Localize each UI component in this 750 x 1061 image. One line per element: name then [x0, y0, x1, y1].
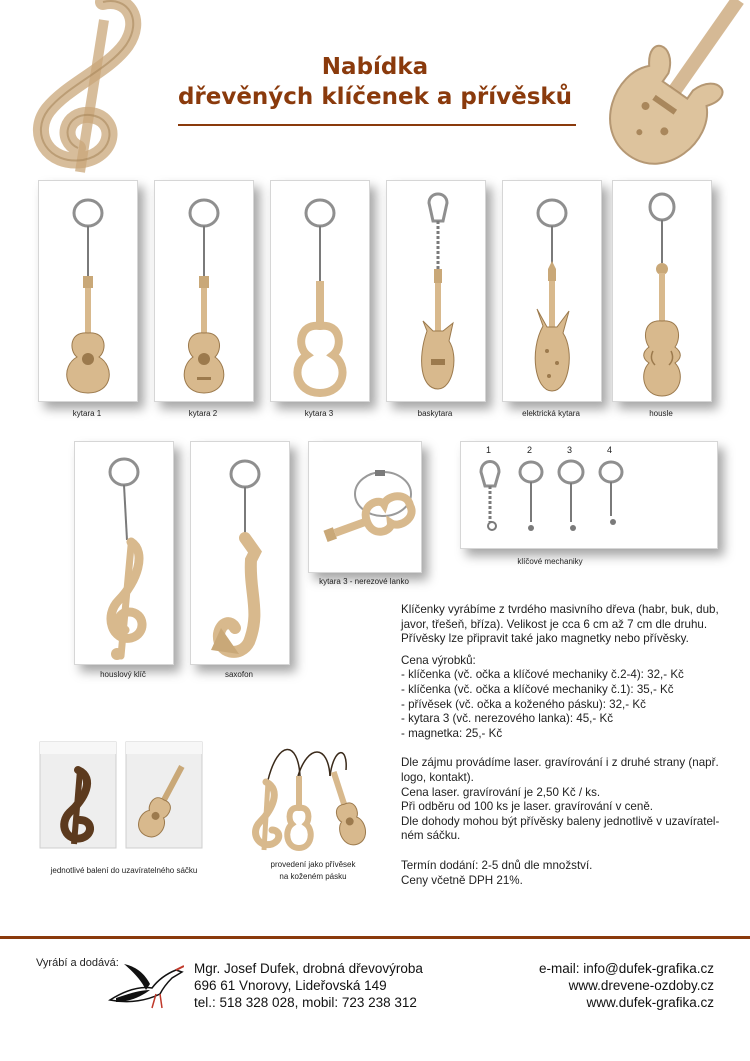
violin-keychain-icon	[613, 181, 711, 401]
price-line: - klíčenka (vč. očka a klíčové mechaniky č.2-4): 32,- Kč	[401, 668, 684, 682]
price-heading: Cena výrobků:	[401, 653, 476, 667]
guitar-outline-keychain-icon	[271, 181, 369, 401]
price-line: - klíčenka (vč. očka a klíčové mechaniky č.1): 35,- Kč	[401, 682, 674, 696]
saxophone-keychain-icon	[191, 442, 289, 664]
bagged-treble-clef-icon	[38, 740, 118, 850]
treble-clef-keychain-icon	[75, 442, 173, 664]
title-divider	[178, 124, 576, 126]
product-card-saxofon[interactable]	[190, 441, 290, 665]
price-line: - kytara 3 (vč. nerezového lanka): 45,- Kč	[401, 712, 613, 726]
mechanism-number-4: 4	[607, 445, 613, 455]
caption-kytara-2: kytara 2	[188, 409, 218, 418]
electric-guitar-watermark-icon	[600, 0, 750, 175]
electric-guitar-keychain-icon	[503, 181, 601, 401]
product-card-housle[interactable]	[612, 180, 712, 402]
caption-elektricka-kytara: elektrická kytara	[522, 409, 580, 418]
caption-kytara-3: kytara 3	[304, 409, 334, 418]
price-line: - přívěsek (vč. očka a koženého pásku): 32,- Kč	[401, 697, 646, 711]
product-card-houslovy-klic[interactable]	[74, 441, 174, 665]
terms-line: Termín dodání: 2-5 dnů dle množství.	[401, 858, 593, 872]
address-line: 696 61 Vnorovy, Lideřovská 149	[194, 978, 387, 993]
intro-line: javor, třešeň, bříza). Velikost je cca 6 cm až 7 cm dle druhu.	[401, 617, 708, 631]
stork-logo-icon	[106, 960, 184, 1010]
price-line: - magnetka: 25,- Kč	[401, 726, 503, 740]
caption-single-packaging: jednotlivé balení do uzavíratelného sáčku	[50, 866, 198, 875]
caption-baskytara: baskytara	[417, 409, 453, 418]
bass-guitar-keychain-icon	[387, 181, 485, 401]
product-card-kytara-3-nerezove-lanko[interactable]	[308, 441, 422, 573]
key-mechanisms-icon	[461, 442, 717, 548]
acoustic-guitar-keychain-icon	[39, 181, 137, 401]
footer-address	[194, 960, 423, 1011]
product-card-kytara-2[interactable]	[154, 180, 254, 402]
caption-housle: housle	[649, 409, 673, 418]
footer-label: Vyrábí a dodává:	[36, 957, 119, 969]
caption-saxofon: saxofon	[224, 670, 254, 679]
key-mechanisms-card[interactable]	[460, 441, 718, 549]
footer-contacts	[460, 960, 714, 1011]
website-link[interactable]: www.drevene-ozdoby.cz	[568, 978, 714, 993]
engraving-line: Dle zájmu provádíme laser. gravírování i z druhé strany (např.	[401, 756, 719, 770]
caption-key-mechanisms: klíčové mechaniky	[517, 557, 583, 566]
caption-kytara-3-nerezove-lanko: kytara 3 - nerezové lanko	[319, 577, 409, 586]
engraving-line: Cena laser. gravírování je 2,50 Kč / ks.	[401, 785, 601, 799]
website-link[interactable]: www.dufek-grafika.cz	[586, 995, 714, 1010]
product-description	[401, 603, 731, 888]
mechanism-number-2: 2	[527, 445, 533, 455]
engraving-line: Při odběru od 100 ks je laser. gravírování v ceně.	[401, 800, 653, 814]
caption-pendant-line2: na koženém pásku	[279, 872, 347, 881]
mechanism-number-3: 3	[567, 445, 573, 455]
acoustic-guitar-keychain-icon	[155, 181, 253, 401]
bagged-guitar-icon	[124, 740, 204, 850]
page-title-line2: dřevěných klíčenek a přívěsků	[177, 84, 573, 110]
address-line: tel.: 518 328 028, mobil: 723 238 312	[194, 995, 417, 1010]
intro-line: Přívěsky lze připravit také jako magnetky nebo přívěsky.	[401, 632, 689, 646]
product-card-kytara-3[interactable]	[270, 180, 370, 402]
guitar-wire-ring-keychain-icon	[309, 442, 421, 572]
caption-pendant-line1: provedení jako přívěsek	[270, 860, 356, 869]
terms-line: Ceny včetně DPH 21%.	[401, 873, 523, 887]
pendant-leather-strap-icon	[238, 740, 388, 852]
engraving-line: logo, kontakt).	[401, 770, 474, 784]
engraving-line: ném sáčku.	[401, 829, 461, 843]
mechanism-number-1: 1	[486, 445, 492, 455]
address-line: Mgr. Josef Dufek, drobná dřevovýroba	[194, 961, 423, 976]
caption-kytara-1: kytara 1	[72, 409, 102, 418]
email-link[interactable]: e-mail: info@dufek-grafika.cz	[538, 961, 714, 976]
product-card-baskytara[interactable]	[386, 180, 486, 402]
footer-divider	[0, 936, 750, 939]
product-card-elektricka-kytara[interactable]	[502, 180, 602, 402]
page-title-line1: Nabídka	[321, 54, 429, 80]
caption-houslovy-klic: houslový klíč	[100, 670, 146, 679]
product-card-kytara-1[interactable]	[38, 180, 138, 402]
engraving-line: Dle dohody mohou být přívěsky baleny jednotlivě v uzavíratel-	[401, 814, 720, 828]
treble-clef-watermark-icon	[8, 0, 158, 175]
intro-line: Klíčenky vyrábíme z tvrdého masivního dřeva (habr, buk, dub,	[401, 603, 719, 616]
